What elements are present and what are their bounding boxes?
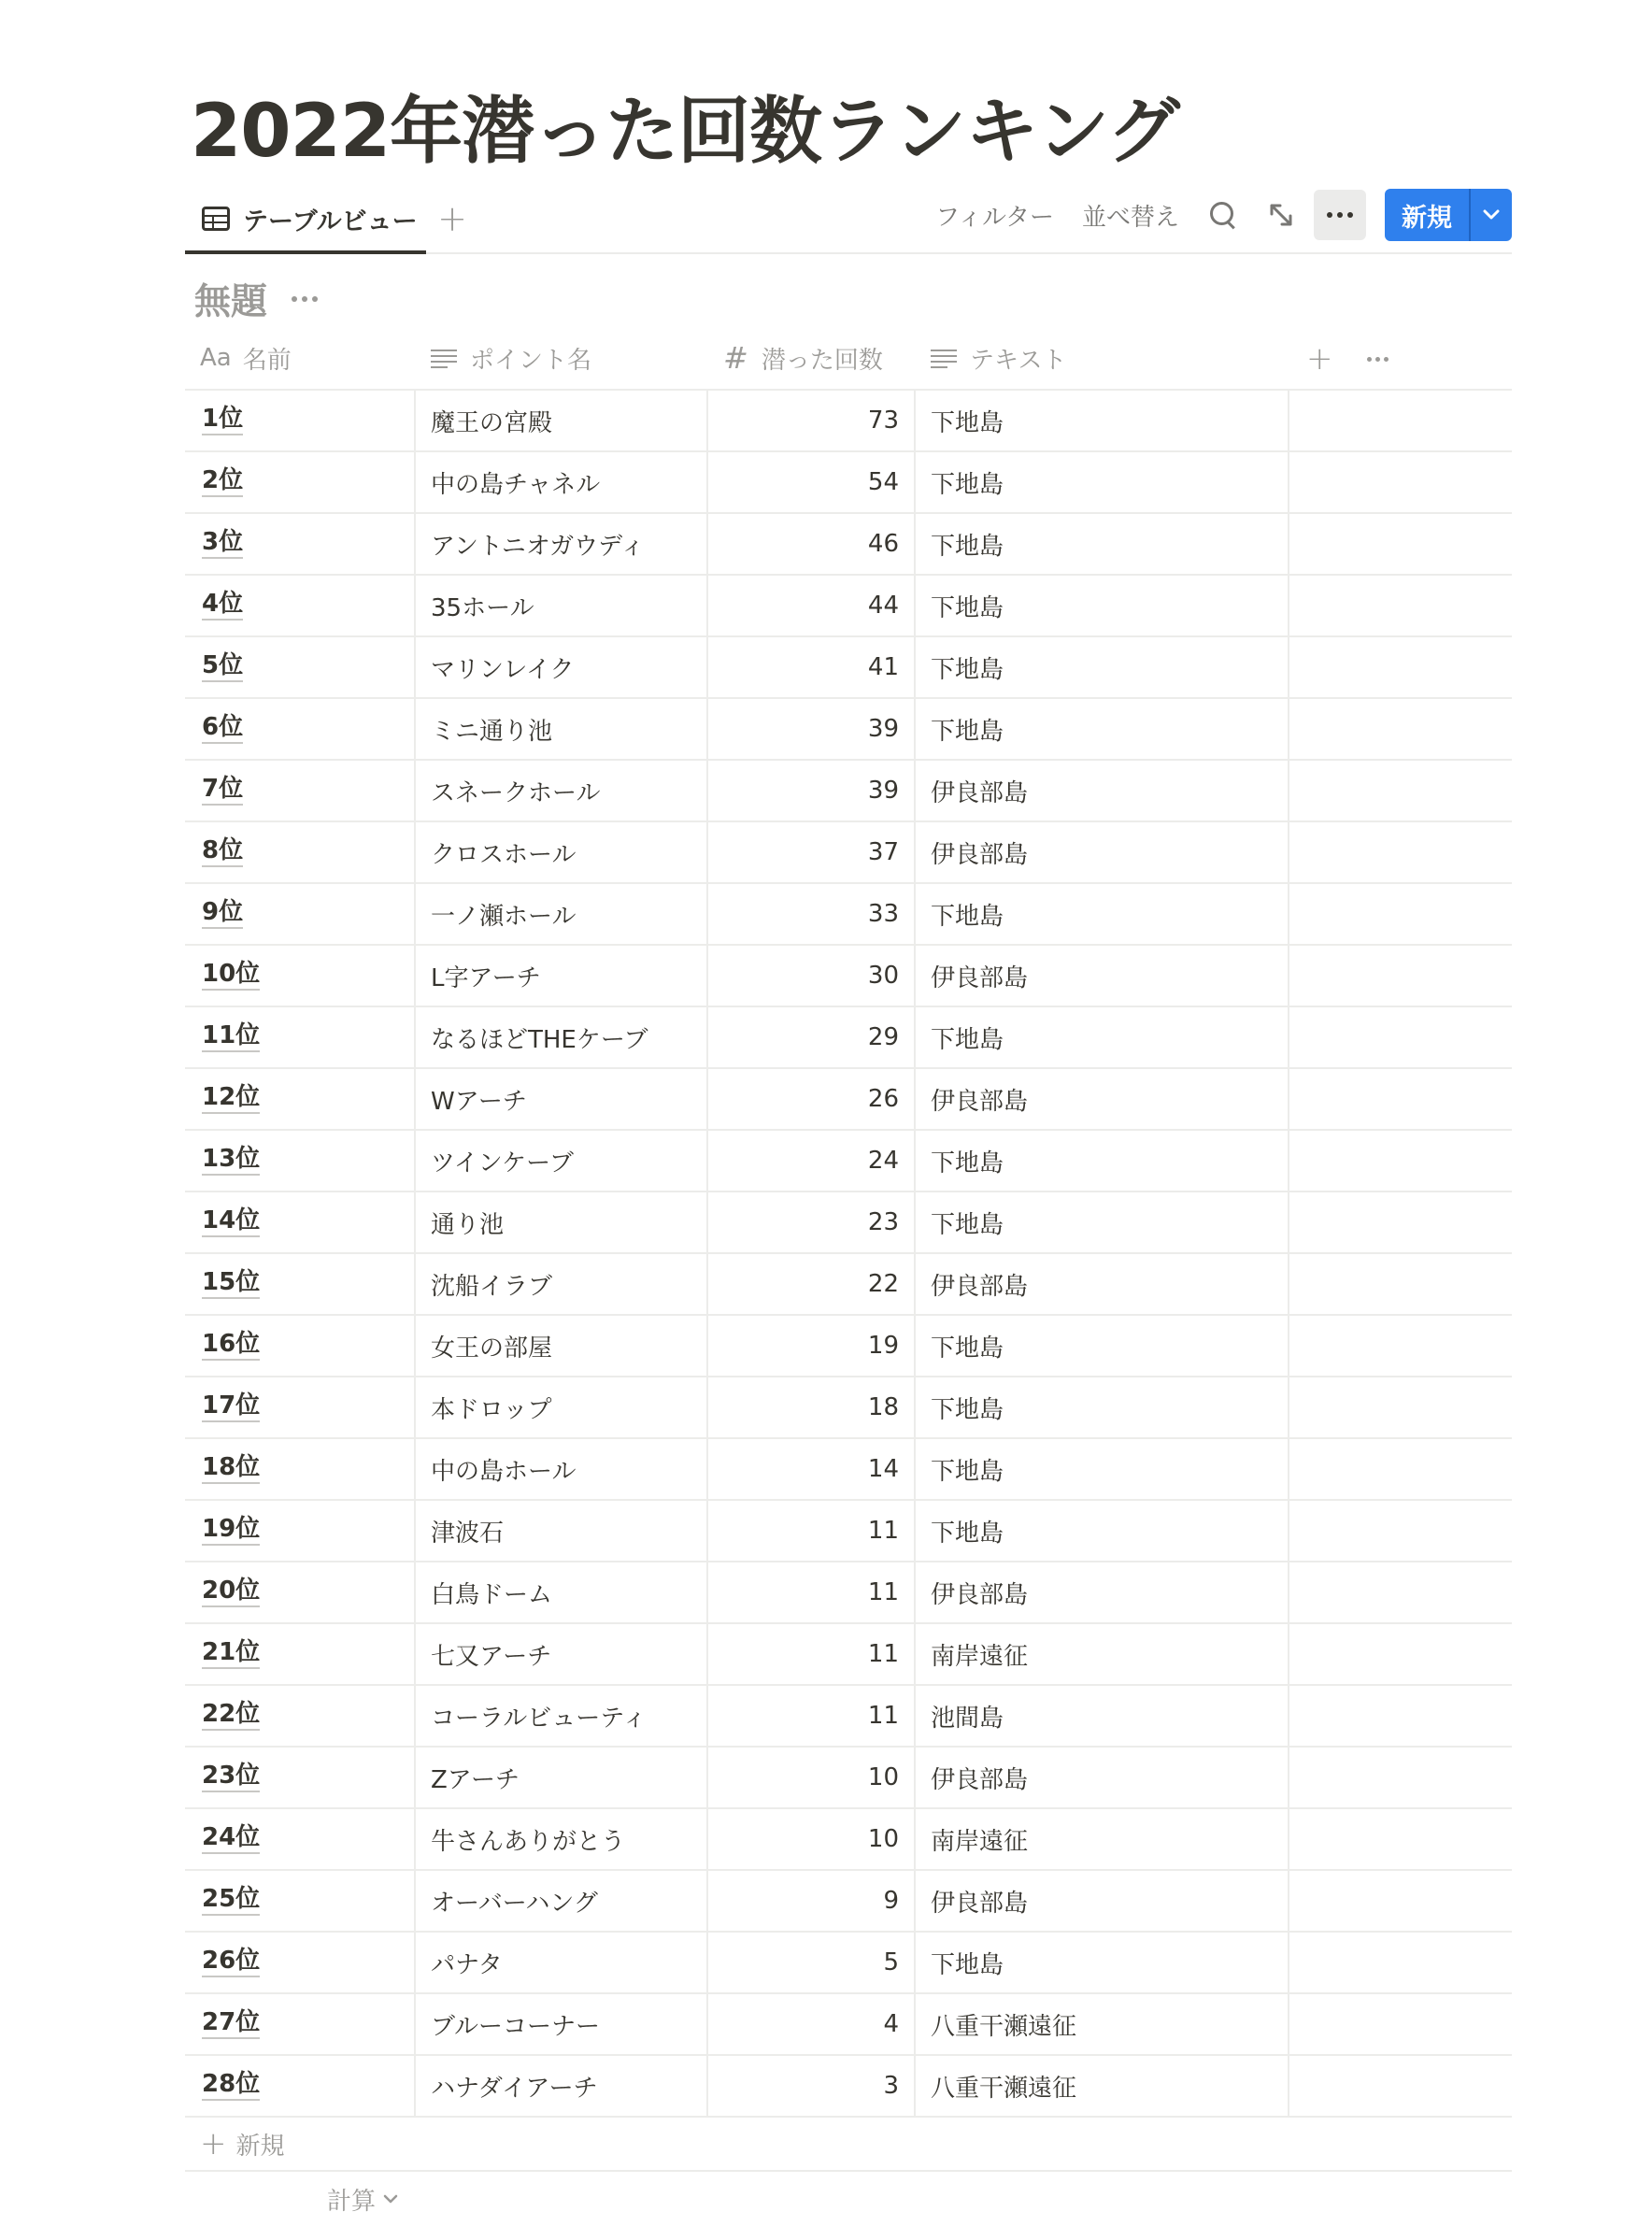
point-cell[interactable]: Zアーチ — [416, 1748, 708, 1807]
empty-cell[interactable] — [1289, 514, 1512, 574]
table-row[interactable] — [185, 452, 1512, 514]
table-row[interactable] — [185, 1439, 1512, 1501]
page-title: 2022年潜った回数ランキング — [191, 90, 1179, 174]
toolbar — [935, 189, 1512, 241]
text-cell[interactable]: 伊良部島 — [916, 1871, 1289, 1931]
text-cell[interactable]: 伊良部島 — [916, 761, 1289, 820]
empty-cell[interactable] — [1289, 884, 1512, 944]
text-cell[interactable]: 下地島 — [916, 1439, 1289, 1499]
count-cell[interactable]: 29 — [708, 1007, 916, 1067]
table-row[interactable] — [185, 1871, 1512, 1933]
point-cell[interactable]: クロスホール — [416, 822, 708, 882]
plus-icon: + — [200, 2125, 227, 2162]
point-cell[interactable]: ミニ通り池 — [416, 699, 708, 759]
name-cell[interactable] — [185, 1254, 416, 1314]
number-type-icon: # — [723, 340, 748, 376]
empty-cell[interactable] — [1289, 1377, 1512, 1437]
table-row[interactable] — [185, 822, 1512, 884]
rank-link[interactable]: 5位 — [202, 652, 243, 682]
empty-cell[interactable] — [1289, 822, 1512, 882]
rank-link[interactable]: 6位 — [202, 714, 243, 744]
point-cell[interactable]: 本ドロップ — [416, 1377, 708, 1437]
table-row[interactable] — [185, 637, 1512, 699]
tab-table-view[interactable] — [185, 187, 426, 254]
name-cell[interactable] — [185, 514, 416, 574]
text-cell[interactable]: 下地島 — [916, 1007, 1289, 1067]
rank-link[interactable]: 9位 — [202, 899, 243, 929]
count-cell[interactable]: 11 — [708, 1686, 916, 1746]
table-row[interactable] — [185, 1254, 1512, 1316]
column-label: テキスト — [970, 346, 1067, 375]
add-column-button[interactable]: + — [1306, 340, 1333, 378]
name-cell[interactable] — [185, 1994, 416, 2054]
more-options-button[interactable] — [1314, 190, 1366, 240]
name-cell[interactable] — [185, 576, 416, 635]
count-cell[interactable]: 11 — [708, 1501, 916, 1561]
name-cell[interactable] — [185, 884, 416, 944]
text-cell[interactable]: 下地島 — [916, 1131, 1289, 1191]
text-cell[interactable]: 伊良部島 — [916, 1069, 1289, 1129]
text-cell[interactable]: 伊良部島 — [916, 1748, 1289, 1807]
table-row[interactable] — [185, 1007, 1512, 1069]
table-row[interactable] — [185, 1686, 1512, 1748]
table-row[interactable] — [185, 761, 1512, 822]
table-row[interactable] — [185, 1562, 1512, 1624]
new-button[interactable]: 新規 — [1385, 189, 1471, 241]
text-cell[interactable]: 下地島 — [916, 1192, 1289, 1252]
point-cell[interactable]: オーバーハング — [416, 1871, 708, 1931]
add-view-button[interactable]: + — [437, 198, 467, 239]
count-cell[interactable]: 22 — [708, 1254, 916, 1314]
rank-link[interactable]: 8位 — [202, 837, 243, 867]
table-row[interactable] — [185, 391, 1512, 452]
count-cell[interactable]: 73 — [708, 391, 916, 450]
count-cell[interactable]: 24 — [708, 1131, 916, 1191]
name-cell[interactable] — [185, 1192, 416, 1252]
column-header-count[interactable] — [708, 327, 916, 389]
count-cell[interactable]: 26 — [708, 1069, 916, 1129]
count-cell[interactable]: 23 — [708, 1192, 916, 1252]
table-row[interactable] — [185, 1069, 1512, 1131]
text-cell[interactable]: 下地島 — [916, 884, 1289, 944]
text-cell[interactable]: 伊良部島 — [916, 822, 1289, 882]
table-row[interactable] — [185, 514, 1512, 576]
empty-cell[interactable] — [1289, 1439, 1512, 1499]
name-cell[interactable] — [185, 946, 416, 1006]
empty-cell[interactable] — [1289, 1501, 1512, 1561]
empty-cell[interactable] — [1289, 761, 1512, 820]
search-icon[interactable] — [1207, 199, 1239, 231]
column-header-point[interactable] — [416, 327, 708, 389]
point-cell[interactable]: アントニオガウディ — [416, 514, 708, 574]
filter-button[interactable]: フィルター — [935, 203, 1054, 232]
count-cell[interactable]: 41 — [708, 637, 916, 697]
text-cell[interactable]: 下地島 — [916, 637, 1289, 697]
table-row[interactable] — [185, 1994, 1512, 2056]
count-cell[interactable]: 33 — [708, 884, 916, 944]
text-cell[interactable]: 下地島 — [916, 391, 1289, 450]
name-cell[interactable] — [185, 637, 416, 697]
table-body — [185, 391, 1512, 2118]
name-cell[interactable] — [185, 1933, 416, 1992]
text-cell[interactable]: 八重干瀬遠征 — [916, 1994, 1289, 2054]
table-row[interactable] — [185, 1377, 1512, 1439]
empty-cell[interactable] — [1289, 1809, 1512, 1869]
calculate-row — [185, 2172, 1512, 2226]
count-cell[interactable]: 37 — [708, 822, 916, 882]
column-more-icon[interactable] — [1367, 357, 1389, 362]
point-cell[interactable]: ハナダイアーチ — [416, 2056, 708, 2116]
text-cell[interactable]: 池間島 — [916, 1686, 1289, 1746]
empty-cell[interactable] — [1289, 699, 1512, 759]
text-cell[interactable]: 伊良部島 — [916, 1254, 1289, 1314]
add-row-label: 新規 — [235, 2132, 285, 2161]
count-cell[interactable]: 11 — [708, 1562, 916, 1622]
empty-cell[interactable] — [1289, 452, 1512, 512]
empty-cell[interactable] — [1289, 1624, 1512, 1684]
empty-cell[interactable] — [1289, 1192, 1512, 1252]
name-cell[interactable] — [185, 1562, 416, 1622]
table-row[interactable] — [185, 576, 1512, 637]
chevron-down-icon — [383, 2194, 398, 2204]
text-cell[interactable]: 八重干瀬遠征 — [916, 2056, 1289, 2116]
table-row[interactable] — [185, 1316, 1512, 1377]
expand-icon[interactable] — [1265, 199, 1297, 231]
empty-cell[interactable] — [1289, 576, 1512, 635]
name-cell[interactable] — [185, 1624, 416, 1684]
table-row[interactable] — [185, 1624, 1512, 1686]
text-cell[interactable]: 南岸遠征 — [916, 1624, 1289, 1684]
rank-link[interactable]: 4位 — [202, 591, 243, 621]
name-cell[interactable] — [185, 1809, 416, 1869]
table-row[interactable] — [185, 699, 1512, 761]
text-type-icon: Aa — [200, 344, 232, 372]
point-cell[interactable]: コーラルビューティ — [416, 1686, 708, 1746]
name-cell[interactable] — [185, 452, 416, 512]
empty-cell[interactable] — [1289, 1131, 1512, 1191]
sort-button[interactable]: 並べ替え — [1081, 203, 1179, 232]
empty-cell[interactable] — [1289, 1871, 1512, 1931]
rank-link[interactable]: 23位 — [202, 1762, 260, 1792]
empty-cell[interactable] — [1289, 1933, 1512, 1992]
count-cell[interactable]: 39 — [708, 761, 916, 820]
name-cell[interactable] — [185, 2056, 416, 2116]
rank-link[interactable]: 19位 — [202, 1516, 260, 1546]
chevron-down-icon — [1483, 209, 1500, 221]
count-cell[interactable]: 14 — [708, 1439, 916, 1499]
count-cell[interactable]: 4 — [708, 1994, 916, 2054]
count-cell[interactable]: 11 — [708, 1624, 916, 1684]
table-row[interactable] — [185, 2056, 1512, 2118]
name-cell[interactable] — [185, 699, 416, 759]
empty-cell[interactable] — [1289, 1748, 1512, 1807]
new-dropdown-button[interactable] — [1471, 189, 1512, 241]
text-cell[interactable]: 下地島 — [916, 576, 1289, 635]
rank-link[interactable]: 1位 — [202, 406, 243, 435]
empty-cell[interactable] — [1289, 391, 1512, 450]
text-cell[interactable]: 伊良部島 — [916, 1562, 1289, 1622]
lines-icon — [431, 348, 457, 368]
text-cell[interactable]: 下地島 — [916, 1316, 1289, 1376]
table-row[interactable] — [185, 1131, 1512, 1192]
column-label: ポイント名 — [470, 346, 592, 375]
count-cell[interactable]: 10 — [708, 1809, 916, 1869]
rank-link[interactable]: 14位 — [202, 1207, 260, 1237]
text-cell[interactable]: 下地島 — [916, 514, 1289, 574]
table-row[interactable] — [185, 1748, 1512, 1809]
name-cell[interactable] — [185, 1871, 416, 1931]
point-cell[interactable]: 津波石 — [416, 1501, 708, 1561]
point-cell[interactable]: ツインケーブ — [416, 1131, 708, 1191]
table-row[interactable] — [185, 946, 1512, 1007]
rank-link[interactable]: 2位 — [202, 467, 243, 497]
text-cell[interactable]: 下地島 — [916, 452, 1289, 512]
name-cell[interactable] — [185, 1377, 416, 1437]
text-cell[interactable]: 下地島 — [916, 1933, 1289, 1992]
rank-link[interactable]: 21位 — [202, 1639, 260, 1669]
database-table — [185, 327, 1512, 2226]
rank-link[interactable]: 13位 — [202, 1146, 260, 1176]
count-cell[interactable]: 30 — [708, 946, 916, 1006]
name-cell[interactable] — [185, 822, 416, 882]
point-cell[interactable]: 魔王の宮殿 — [416, 391, 708, 450]
rank-link[interactable]: 26位 — [202, 1948, 260, 1977]
group-title[interactable]: 無題 — [194, 281, 268, 323]
count-cell[interactable]: 10 — [708, 1748, 916, 1807]
column-header-name[interactable] — [185, 327, 416, 389]
point-cell[interactable]: Wアーチ — [416, 1069, 708, 1129]
point-cell[interactable]: なるほどTHEケーブ — [416, 1007, 708, 1067]
rank-link[interactable]: 3位 — [202, 529, 243, 559]
group-more-icon[interactable] — [292, 296, 318, 302]
table-header-row — [185, 327, 1512, 391]
text-cell[interactable]: 伊良部島 — [916, 946, 1289, 1006]
name-cell[interactable] — [185, 1439, 416, 1499]
point-cell[interactable]: 白鳥ドーム — [416, 1562, 708, 1622]
point-cell[interactable]: 七又アーチ — [416, 1624, 708, 1684]
rank-link[interactable]: 24位 — [202, 1824, 260, 1854]
new-button-group — [1385, 189, 1512, 241]
point-cell[interactable]: 35ホール — [416, 576, 708, 635]
name-cell[interactable] — [185, 1316, 416, 1376]
count-cell[interactable]: 18 — [708, 1377, 916, 1437]
count-cell[interactable]: 46 — [708, 514, 916, 574]
table-row[interactable] — [185, 1933, 1512, 1994]
name-cell[interactable] — [185, 1748, 416, 1807]
lines-icon — [931, 348, 957, 368]
rank-link[interactable]: 22位 — [202, 1701, 260, 1731]
rank-link[interactable]: 7位 — [202, 776, 243, 806]
table-icon — [202, 207, 230, 231]
count-cell[interactable]: 39 — [708, 699, 916, 759]
empty-cell[interactable] — [1289, 1316, 1512, 1376]
rank-link[interactable]: 10位 — [202, 961, 260, 991]
count-cell[interactable]: 3 — [708, 2056, 916, 2116]
rank-link[interactable]: 17位 — [202, 1392, 260, 1422]
text-cell[interactable]: 下地島 — [916, 1501, 1289, 1561]
add-row-button[interactable] — [185, 2118, 1512, 2172]
rank-link[interactable]: 28位 — [202, 2071, 260, 2101]
name-cell[interactable] — [185, 1131, 416, 1191]
point-cell[interactable]: 牛さんありがとう — [416, 1809, 708, 1869]
name-cell[interactable] — [185, 391, 416, 450]
table-row[interactable] — [185, 1192, 1512, 1254]
rank-link[interactable]: 15位 — [202, 1269, 260, 1299]
empty-cell[interactable] — [1289, 1686, 1512, 1746]
text-cell[interactable]: 下地島 — [916, 1377, 1289, 1437]
table-row[interactable] — [185, 884, 1512, 946]
tab-label: テーブルビュー — [243, 207, 418, 236]
name-cell[interactable] — [185, 1069, 416, 1129]
empty-cell[interactable] — [1289, 1254, 1512, 1314]
count-cell[interactable]: 9 — [708, 1871, 916, 1931]
point-cell[interactable]: スネークホール — [416, 761, 708, 820]
column-label: 名前 — [242, 346, 292, 375]
rank-link[interactable]: 25位 — [202, 1886, 260, 1916]
column-label: 潜った回数 — [761, 346, 883, 375]
calculate-button[interactable]: 計算 — [327, 2187, 377, 2216]
table-row[interactable] — [185, 1501, 1512, 1562]
point-cell[interactable]: L字アーチ — [416, 946, 708, 1006]
point-cell[interactable]: 中の島チャネル — [416, 452, 708, 512]
empty-cell[interactable] — [1289, 1562, 1512, 1622]
rank-link[interactable]: 11位 — [202, 1022, 260, 1052]
view-bar — [185, 187, 1512, 254]
group-header — [194, 273, 318, 325]
name-cell[interactable] — [185, 1686, 416, 1746]
point-cell[interactable]: ブルーコーナー — [416, 1994, 708, 2054]
name-cell[interactable] — [185, 1007, 416, 1067]
empty-cell[interactable] — [1289, 2056, 1512, 2116]
expand-arrows-icon — [1268, 202, 1294, 228]
name-cell[interactable] — [185, 1501, 416, 1561]
count-cell[interactable]: 5 — [708, 1933, 916, 1992]
empty-cell[interactable] — [1289, 1007, 1512, 1067]
point-cell[interactable]: 一ノ瀬ホール — [416, 884, 708, 944]
count-cell[interactable]: 44 — [708, 576, 916, 635]
column-header-text[interactable] — [916, 327, 1289, 389]
rank-link[interactable]: 20位 — [202, 1577, 260, 1607]
point-cell[interactable]: 通り池 — [416, 1192, 708, 1252]
point-cell[interactable]: パナタ — [416, 1933, 708, 1992]
rank-link[interactable]: 16位 — [202, 1331, 260, 1361]
point-cell[interactable]: 女王の部屋 — [416, 1316, 708, 1376]
rank-link[interactable]: 12位 — [202, 1084, 260, 1114]
table-row[interactable] — [185, 1809, 1512, 1871]
point-cell[interactable]: 中の島ホール — [416, 1439, 708, 1499]
count-cell[interactable]: 54 — [708, 452, 916, 512]
count-cell[interactable]: 19 — [708, 1316, 916, 1376]
point-cell[interactable]: マリンレイク — [416, 637, 708, 697]
name-cell[interactable] — [185, 761, 416, 820]
rank-link[interactable]: 18位 — [202, 1454, 260, 1484]
text-cell[interactable]: 南岸遠征 — [916, 1809, 1289, 1869]
point-cell[interactable]: 沈船イラブ — [416, 1254, 708, 1314]
rank-link[interactable]: 27位 — [202, 2009, 260, 2039]
empty-cell[interactable] — [1289, 946, 1512, 1006]
empty-cell[interactable] — [1289, 637, 1512, 697]
text-cell[interactable]: 下地島 — [916, 699, 1289, 759]
empty-cell[interactable] — [1289, 1994, 1512, 2054]
empty-cell[interactable] — [1289, 1069, 1512, 1129]
